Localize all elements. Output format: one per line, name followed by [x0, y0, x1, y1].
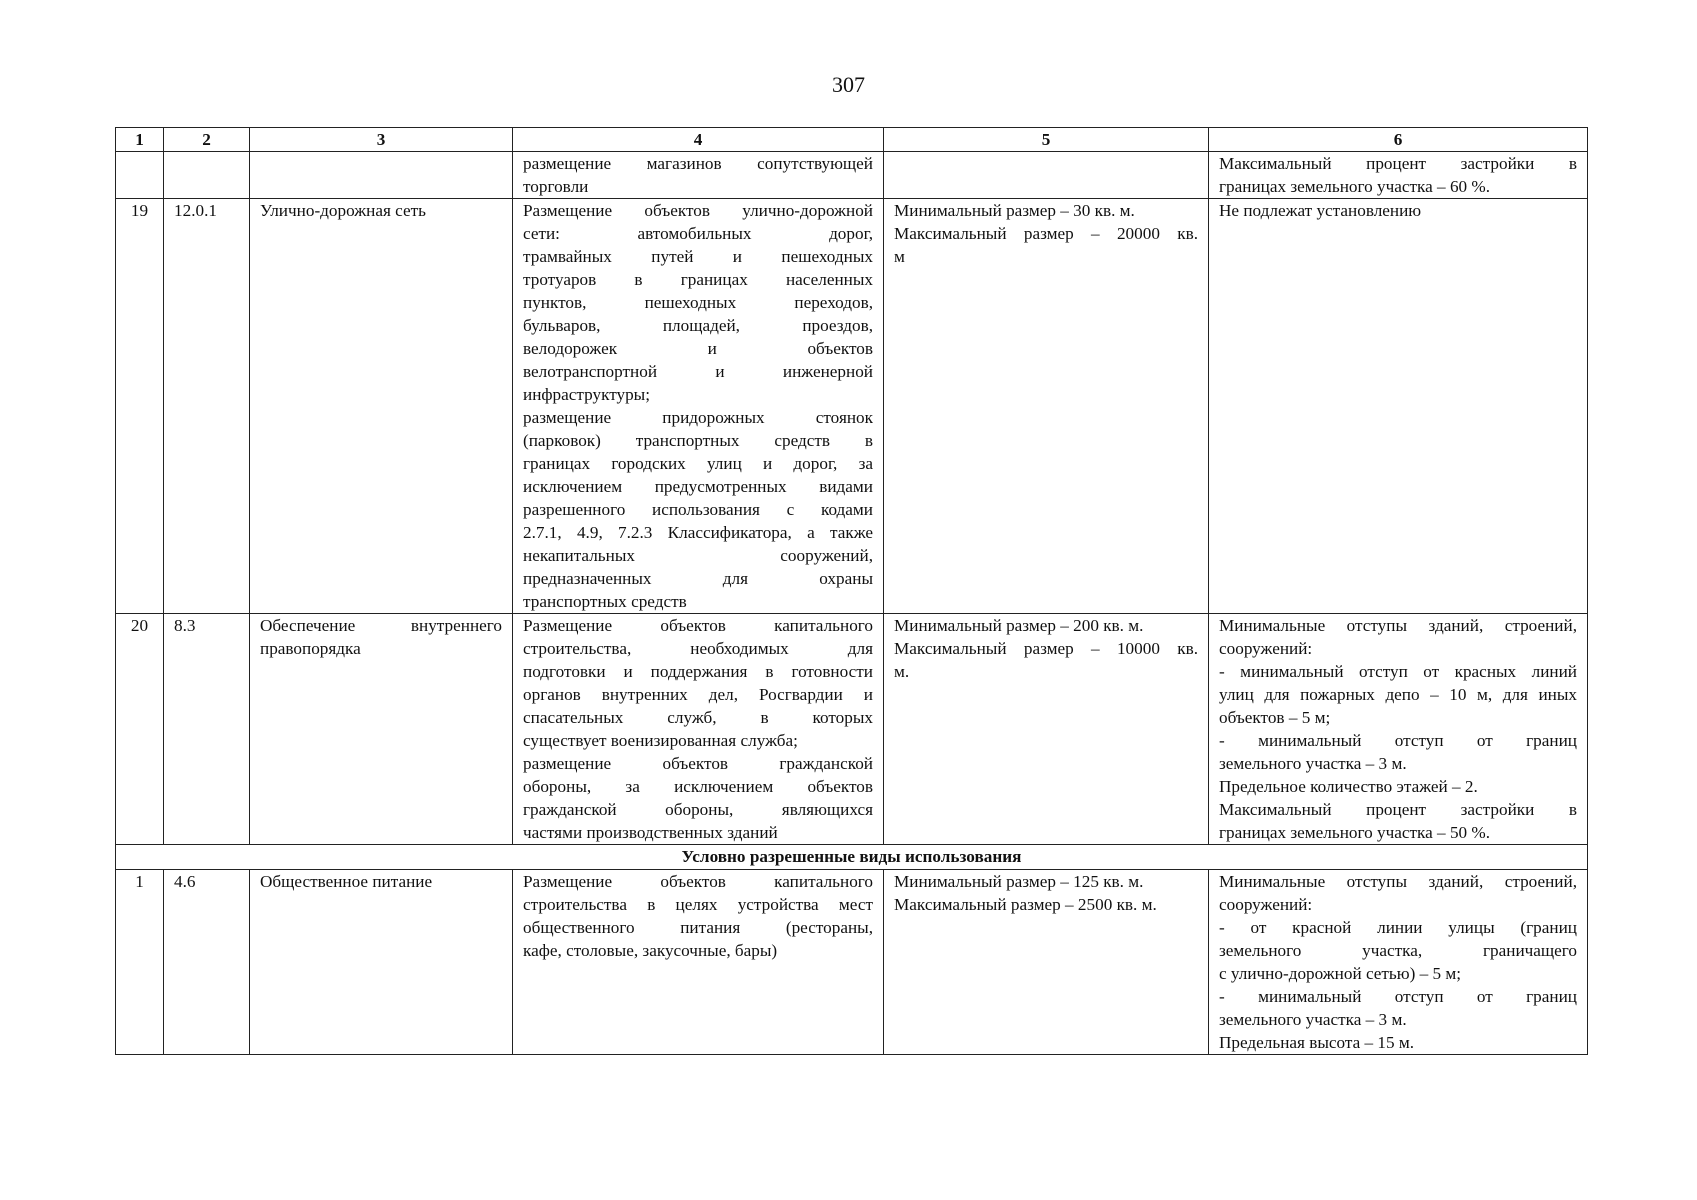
cell-text-line: разрешенного использования с кодами: [523, 500, 873, 519]
cell-text-line: Улично-дорожная сеть: [260, 201, 426, 220]
cell-code: 4.6: [164, 870, 250, 1055]
cell-text-line: земельного участка – 3 м.: [1219, 754, 1407, 773]
cell-text-line: существует военизированная служба;: [523, 731, 798, 750]
cell-text-line: Размещение объектов капитального: [523, 872, 873, 891]
cell-text-line: подготовки и поддержания в готовности: [523, 662, 873, 681]
cell-name: [250, 614, 513, 845]
cell-name: [250, 199, 513, 614]
cell-text-line: спасательных служб, в которых: [523, 708, 873, 727]
column-header-5: 5: [884, 128, 1209, 152]
cell-text-line: Максимальный размер – 2500 кв. м.: [894, 895, 1157, 914]
cell-text-line: земельного участка – 3 м.: [1219, 1010, 1407, 1029]
cell-params: [1209, 870, 1588, 1055]
cell-text-line: строительства, необходимых для: [523, 639, 873, 658]
page-number: 307: [832, 72, 865, 97]
cell-text-line: строительства в целях устройства мест: [523, 895, 873, 914]
cell-text-line: размещение объектов гражданской: [523, 754, 873, 773]
land-use-table: [115, 127, 1588, 1055]
cell-description: [513, 152, 884, 199]
column-header-6: 6: [1209, 128, 1588, 152]
column-header-1: 1: [116, 128, 164, 152]
cell-text-line: сети: автомобильных дорог,: [523, 224, 873, 243]
column-header-3: 3: [250, 128, 513, 152]
cell-params: [1209, 152, 1588, 199]
cell-text-line: пунктов, пешеходных переходов,: [523, 293, 873, 312]
cell-size: [884, 870, 1209, 1055]
table-row-continuation: [116, 152, 1588, 199]
cell-text-line: предназначенных для охраны: [523, 569, 873, 588]
table-row-20: [116, 614, 1588, 845]
cell-text-line: Максимальный процент застройки в: [1219, 154, 1577, 173]
cell-text-line: размещение придорожных стоянок: [523, 408, 873, 427]
cell-num: 1: [116, 870, 164, 1055]
cell-text-line: улиц для пожарных депо – 10 м, для иных: [1219, 685, 1577, 704]
cell-name: [250, 152, 513, 199]
cell-params: [1209, 199, 1588, 614]
cell-text-line: границах городских улиц и дорог, за: [523, 454, 873, 473]
cell-text-line: - минимальный отступ от границ: [1219, 731, 1577, 750]
table-row-1: [116, 870, 1588, 1055]
cell-text-line: Максимальный размер – 20000 кв.: [894, 224, 1198, 243]
cell-text-line: Предельная высота – 15 м.: [1219, 1033, 1415, 1052]
cell-text-line: правопорядка: [260, 639, 361, 658]
cell-text-line: сооружений:: [1219, 895, 1313, 914]
cell-text-line: исключением предусмотренных видами: [523, 477, 873, 496]
cell-name: [250, 870, 513, 1055]
cell-text-line: м: [894, 247, 905, 266]
cell-num: 20: [116, 614, 164, 845]
cell-description: [513, 870, 884, 1055]
cell-num: [116, 152, 164, 199]
cell-text-line: 2.7.1, 4.9, 7.2.3 Классификатора, а также: [523, 523, 873, 542]
column-header-4: 4: [513, 128, 884, 152]
cell-text-line: м.: [894, 662, 910, 681]
cell-description: [513, 614, 884, 845]
cell-text-line: Минимальный размер – 30 кв. м.: [894, 201, 1135, 220]
cell-description: [513, 199, 884, 614]
cell-size: [884, 199, 1209, 614]
cell-text-line: размещение магазинов сопутствующей: [523, 154, 873, 173]
cell-text-line: - минимальный отступ от красных линий: [1219, 662, 1577, 681]
cell-text-line: общественного питания (рестораны,: [523, 918, 873, 937]
table-row-19: [116, 199, 1588, 614]
cell-text-line: Максимальный процент застройки в: [1219, 800, 1577, 819]
cell-code: 8.3: [164, 614, 250, 845]
cell-text-line: обороны, за исключением объектов: [523, 777, 873, 796]
cell-text-line: тротуаров в границах населенных: [523, 270, 873, 289]
cell-text-line: велодорожек и объектов: [523, 339, 873, 358]
cell-text-line: транспортных средств: [523, 592, 687, 611]
cell-text-line: кафе, столовые, закусочные, бары): [523, 941, 778, 960]
cell-size: [884, 152, 1209, 199]
cell-text-line: Не подлежат установлению: [1219, 201, 1422, 220]
cell-text-line: объектов – 5 м;: [1219, 708, 1331, 727]
cell-text-line: границах земельного участка – 50 %.: [1219, 823, 1491, 842]
cell-text-line: Обеспечение внутреннего: [260, 616, 502, 635]
cell-text-line: - минимальный отступ от границ: [1219, 987, 1577, 1006]
cell-text-line: органов внутренних дел, Росгвардии и: [523, 685, 873, 704]
section-header-row: [116, 845, 1588, 870]
cell-text-line: земельного участка, граничащего: [1219, 941, 1577, 960]
cell-num: 19: [116, 199, 164, 614]
cell-text-line: Минимальный размер – 125 кв. м.: [894, 872, 1144, 891]
cell-text-line: Предельное количество этажей – 2.: [1219, 777, 1478, 796]
cell-text-line: Размещение объектов капитального: [523, 616, 873, 635]
header-row: [116, 128, 1588, 152]
cell-text-line: Максимальный размер – 10000 кв.: [894, 639, 1198, 658]
cell-text-line: Общественное питание: [260, 872, 433, 891]
cell-text-line: границах земельного участка – 60 %.: [1219, 177, 1491, 196]
cell-text-line: гражданской обороны, являющихся: [523, 800, 873, 819]
cell-code: 12.0.1: [164, 199, 250, 614]
column-header-2: 2: [164, 128, 250, 152]
cell-text-line: с улично-дорожной сетью) – 5 м;: [1219, 964, 1462, 983]
cell-text-line: Размещение объектов улично-дорожной: [523, 201, 873, 220]
cell-text-line: бульваров, площадей, проездов,: [523, 316, 873, 335]
cell-text-line: Минимальный размер – 200 кв. м.: [894, 616, 1144, 635]
cell-text-line: инфраструктуры;: [523, 385, 650, 404]
cell-text-line: - от красной линии улицы (границ: [1219, 918, 1577, 937]
cell-params: [1209, 614, 1588, 845]
cell-text-line: велотранспортной и инженерной: [523, 362, 873, 381]
cell-size: [884, 614, 1209, 845]
cell-text-line: некапитальных сооружений,: [523, 546, 873, 565]
cell-text-line: трамвайных путей и пешеходных: [523, 247, 873, 266]
section-title: Условно разрешенные виды использования: [116, 845, 1588, 870]
cell-text-line: сооружений:: [1219, 639, 1313, 658]
cell-text-line: (парковок) транспортных средств в: [523, 431, 873, 450]
cell-text-line: торговли: [523, 177, 589, 196]
cell-code: [164, 152, 250, 199]
cell-text-line: частями производственных зданий: [523, 823, 778, 842]
cell-text-line: Минимальные отступы зданий, строений,: [1219, 872, 1577, 891]
cell-text-line: Минимальные отступы зданий, строений,: [1219, 616, 1577, 635]
